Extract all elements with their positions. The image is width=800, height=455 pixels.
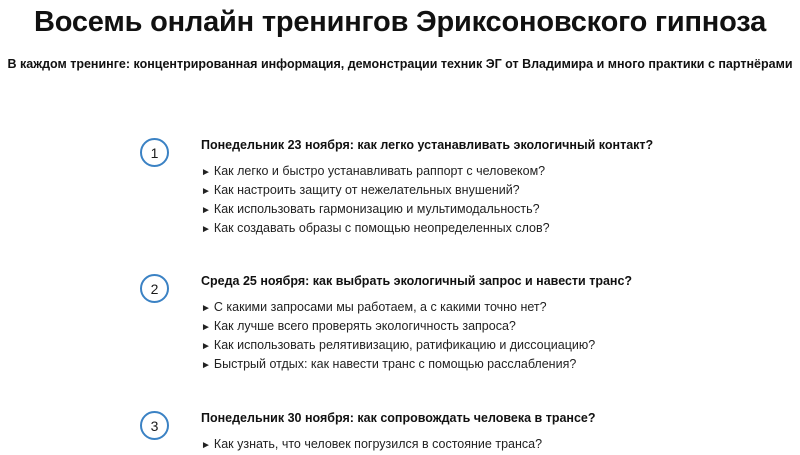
list-item xyxy=(201,435,542,454)
topic-text: Как использовать релятивизацию, ратификацию и диссоциацию? xyxy=(213,338,596,352)
session-heading: Понедельник 30 ноября: как сопровождать человека в трансе? xyxy=(201,411,596,425)
topic-text: Как создавать образы с помощью неопределенных слов? xyxy=(213,221,550,235)
triangle-bullet-icon: ► xyxy=(201,303,211,314)
topic-text: С какими запросами мы работаем, а с какими точно нет? xyxy=(213,300,547,314)
topic-text: Быстрый отдых: как навести транс с помощью расслабления? xyxy=(213,357,577,371)
page-title: Восемь онлайн тренингов Эриксоновского гипноза xyxy=(33,6,767,38)
triangle-bullet-icon: ► xyxy=(201,224,211,235)
session-number-badge: 3 xyxy=(140,411,169,440)
session-number-badge: 1 xyxy=(140,138,169,167)
triangle-bullet-icon: ► xyxy=(201,322,211,333)
triangle-bullet-icon: ► xyxy=(201,341,211,352)
topic-text: Как настроить защиту от нежелательных внушений? xyxy=(213,183,520,197)
list-item xyxy=(201,336,595,355)
session-heading: Среда 25 ноября: как выбрать экологичный запрос и навести транс? xyxy=(201,274,633,288)
triangle-bullet-icon: ► xyxy=(201,167,211,178)
topic-list xyxy=(201,162,550,238)
list-item xyxy=(201,355,595,374)
triangle-bullet-icon: ► xyxy=(201,360,211,371)
page-subtitle: В каждом тренинге: концентрированная информация, демонстрации техник ЭГ от Владимира и много практики с партнёрами xyxy=(7,57,793,71)
topic-text: Как узнать, что человек погрузился в состояние транса? xyxy=(213,437,543,451)
topic-list xyxy=(201,298,595,374)
topic-list xyxy=(201,435,542,454)
list-item xyxy=(201,162,550,181)
list-item xyxy=(201,200,550,219)
session-heading: Понедельник 23 ноября: как легко устанавливать экологичный контакт? xyxy=(201,138,654,152)
topic-text: Как легко и быстро устанавливать раппорт с человеком? xyxy=(213,164,546,178)
triangle-bullet-icon: ► xyxy=(201,440,211,451)
triangle-bullet-icon: ► xyxy=(201,205,211,216)
session-number-badge: 2 xyxy=(140,274,169,303)
topic-text: Как лучше всего проверять экологичность запроса? xyxy=(213,319,516,333)
list-item xyxy=(201,181,550,200)
topic-text: Как использовать гармонизацию и мультимодальность? xyxy=(213,202,540,216)
triangle-bullet-icon: ► xyxy=(201,186,211,197)
list-item xyxy=(201,317,595,336)
list-item xyxy=(201,298,595,317)
list-item xyxy=(201,219,550,238)
